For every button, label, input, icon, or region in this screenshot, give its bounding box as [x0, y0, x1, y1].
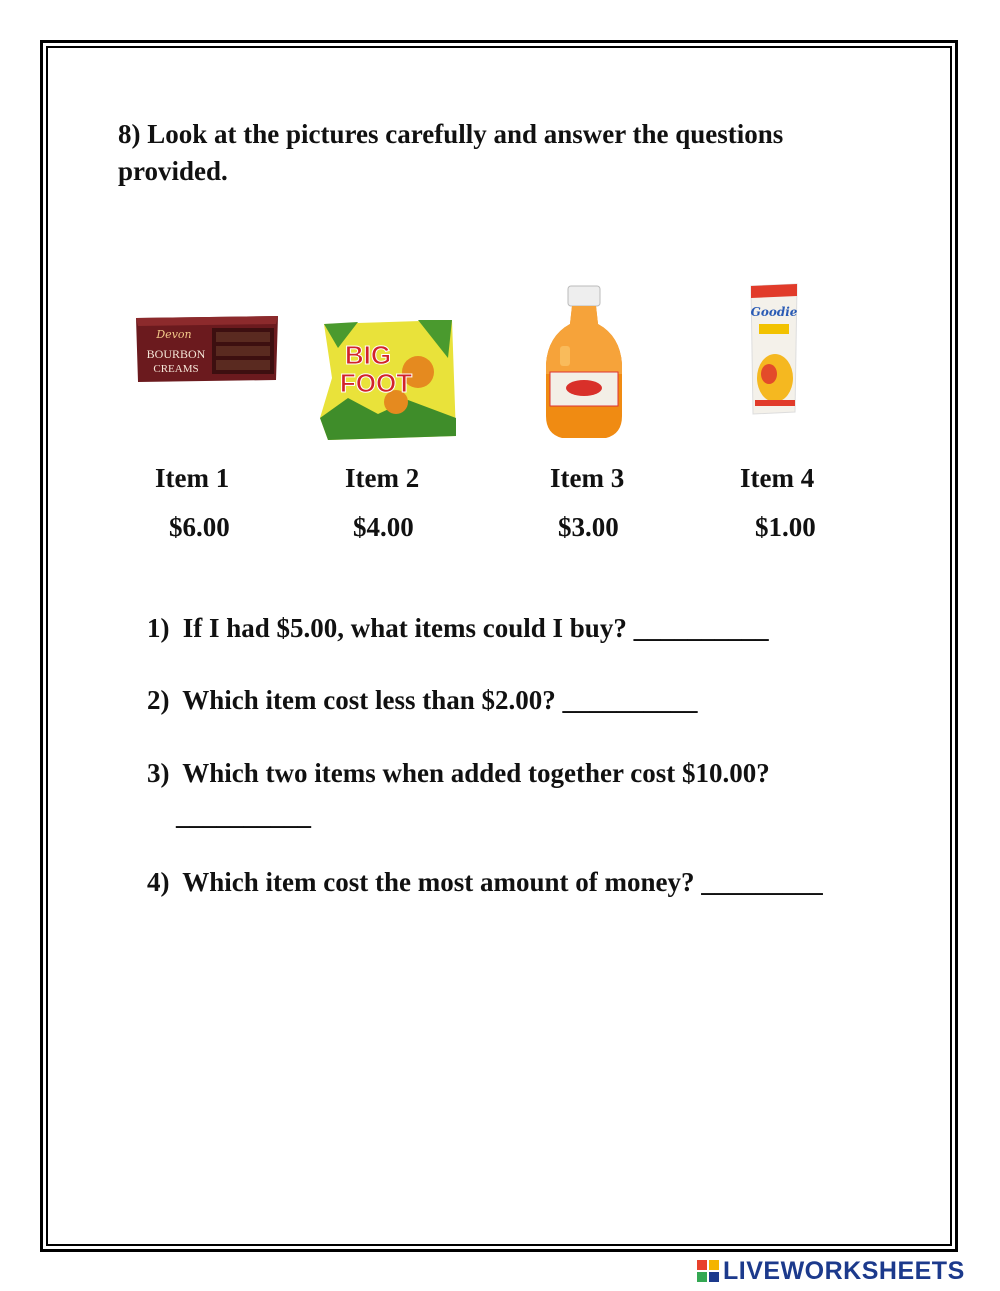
question-1[interactable]: [147, 613, 769, 644]
answer-blank: __________: [176, 800, 311, 830]
pack-brand-devon: Devon: [156, 328, 192, 341]
question-2[interactable]: [147, 685, 698, 716]
pack-name-line-2: CREAMS: [153, 363, 199, 375]
pack-brand-foot: FOOT: [339, 368, 413, 398]
question-2-number: 2): [147, 685, 170, 715]
question-4-number: 4): [147, 867, 170, 897]
question-3[interactable]: [147, 758, 770, 789]
goodie-lolly-image: [743, 282, 803, 416]
pack-brand-goodie: Goodie: [750, 305, 798, 319]
question-3-number: 3): [147, 758, 170, 788]
item-3-label: Item 3: [550, 463, 625, 493]
question-3-text: Which two items when added together cost $10.00?: [182, 758, 770, 788]
item-2-label: Item 2: [345, 463, 420, 493]
liveworksheets-logo-icon: [697, 1260, 719, 1282]
item-1-label: Item 1: [155, 463, 230, 493]
question-1-number: 1): [147, 613, 170, 643]
page-border-inner: [46, 46, 952, 1246]
pack-name-line-1: BOURBON: [146, 347, 206, 361]
item-4-price: $1.00: [755, 512, 816, 542]
question-3-answer-blank[interactable]: [176, 800, 311, 831]
soda-bottle-image: [536, 284, 632, 442]
item-1-price: $6.00: [169, 512, 230, 542]
pack-brand-big: BIG: [344, 340, 392, 370]
question-4-text: Which item cost the most amount of money? _________: [182, 867, 823, 897]
bourbon-creams-image: [134, 314, 280, 384]
liveworksheets-logo-text: LIVEWORKSHEETS: [723, 1256, 965, 1285]
question-2-text: Which item cost less than $2.00? __________: [182, 685, 698, 715]
big-foot-image: [318, 318, 458, 442]
item-2-price: $4.00: [353, 512, 414, 542]
item-4-label: Item 4: [740, 463, 815, 493]
liveworksheets-logo: [697, 1256, 965, 1286]
question-4[interactable]: [147, 867, 823, 898]
question-1-text: If I had $5.00, what items could I buy? __________: [182, 613, 769, 643]
item-3-price: $3.00: [558, 512, 619, 542]
question-instruction: 8) Look at the pictures carefully and answer the questions provided.: [118, 119, 784, 186]
